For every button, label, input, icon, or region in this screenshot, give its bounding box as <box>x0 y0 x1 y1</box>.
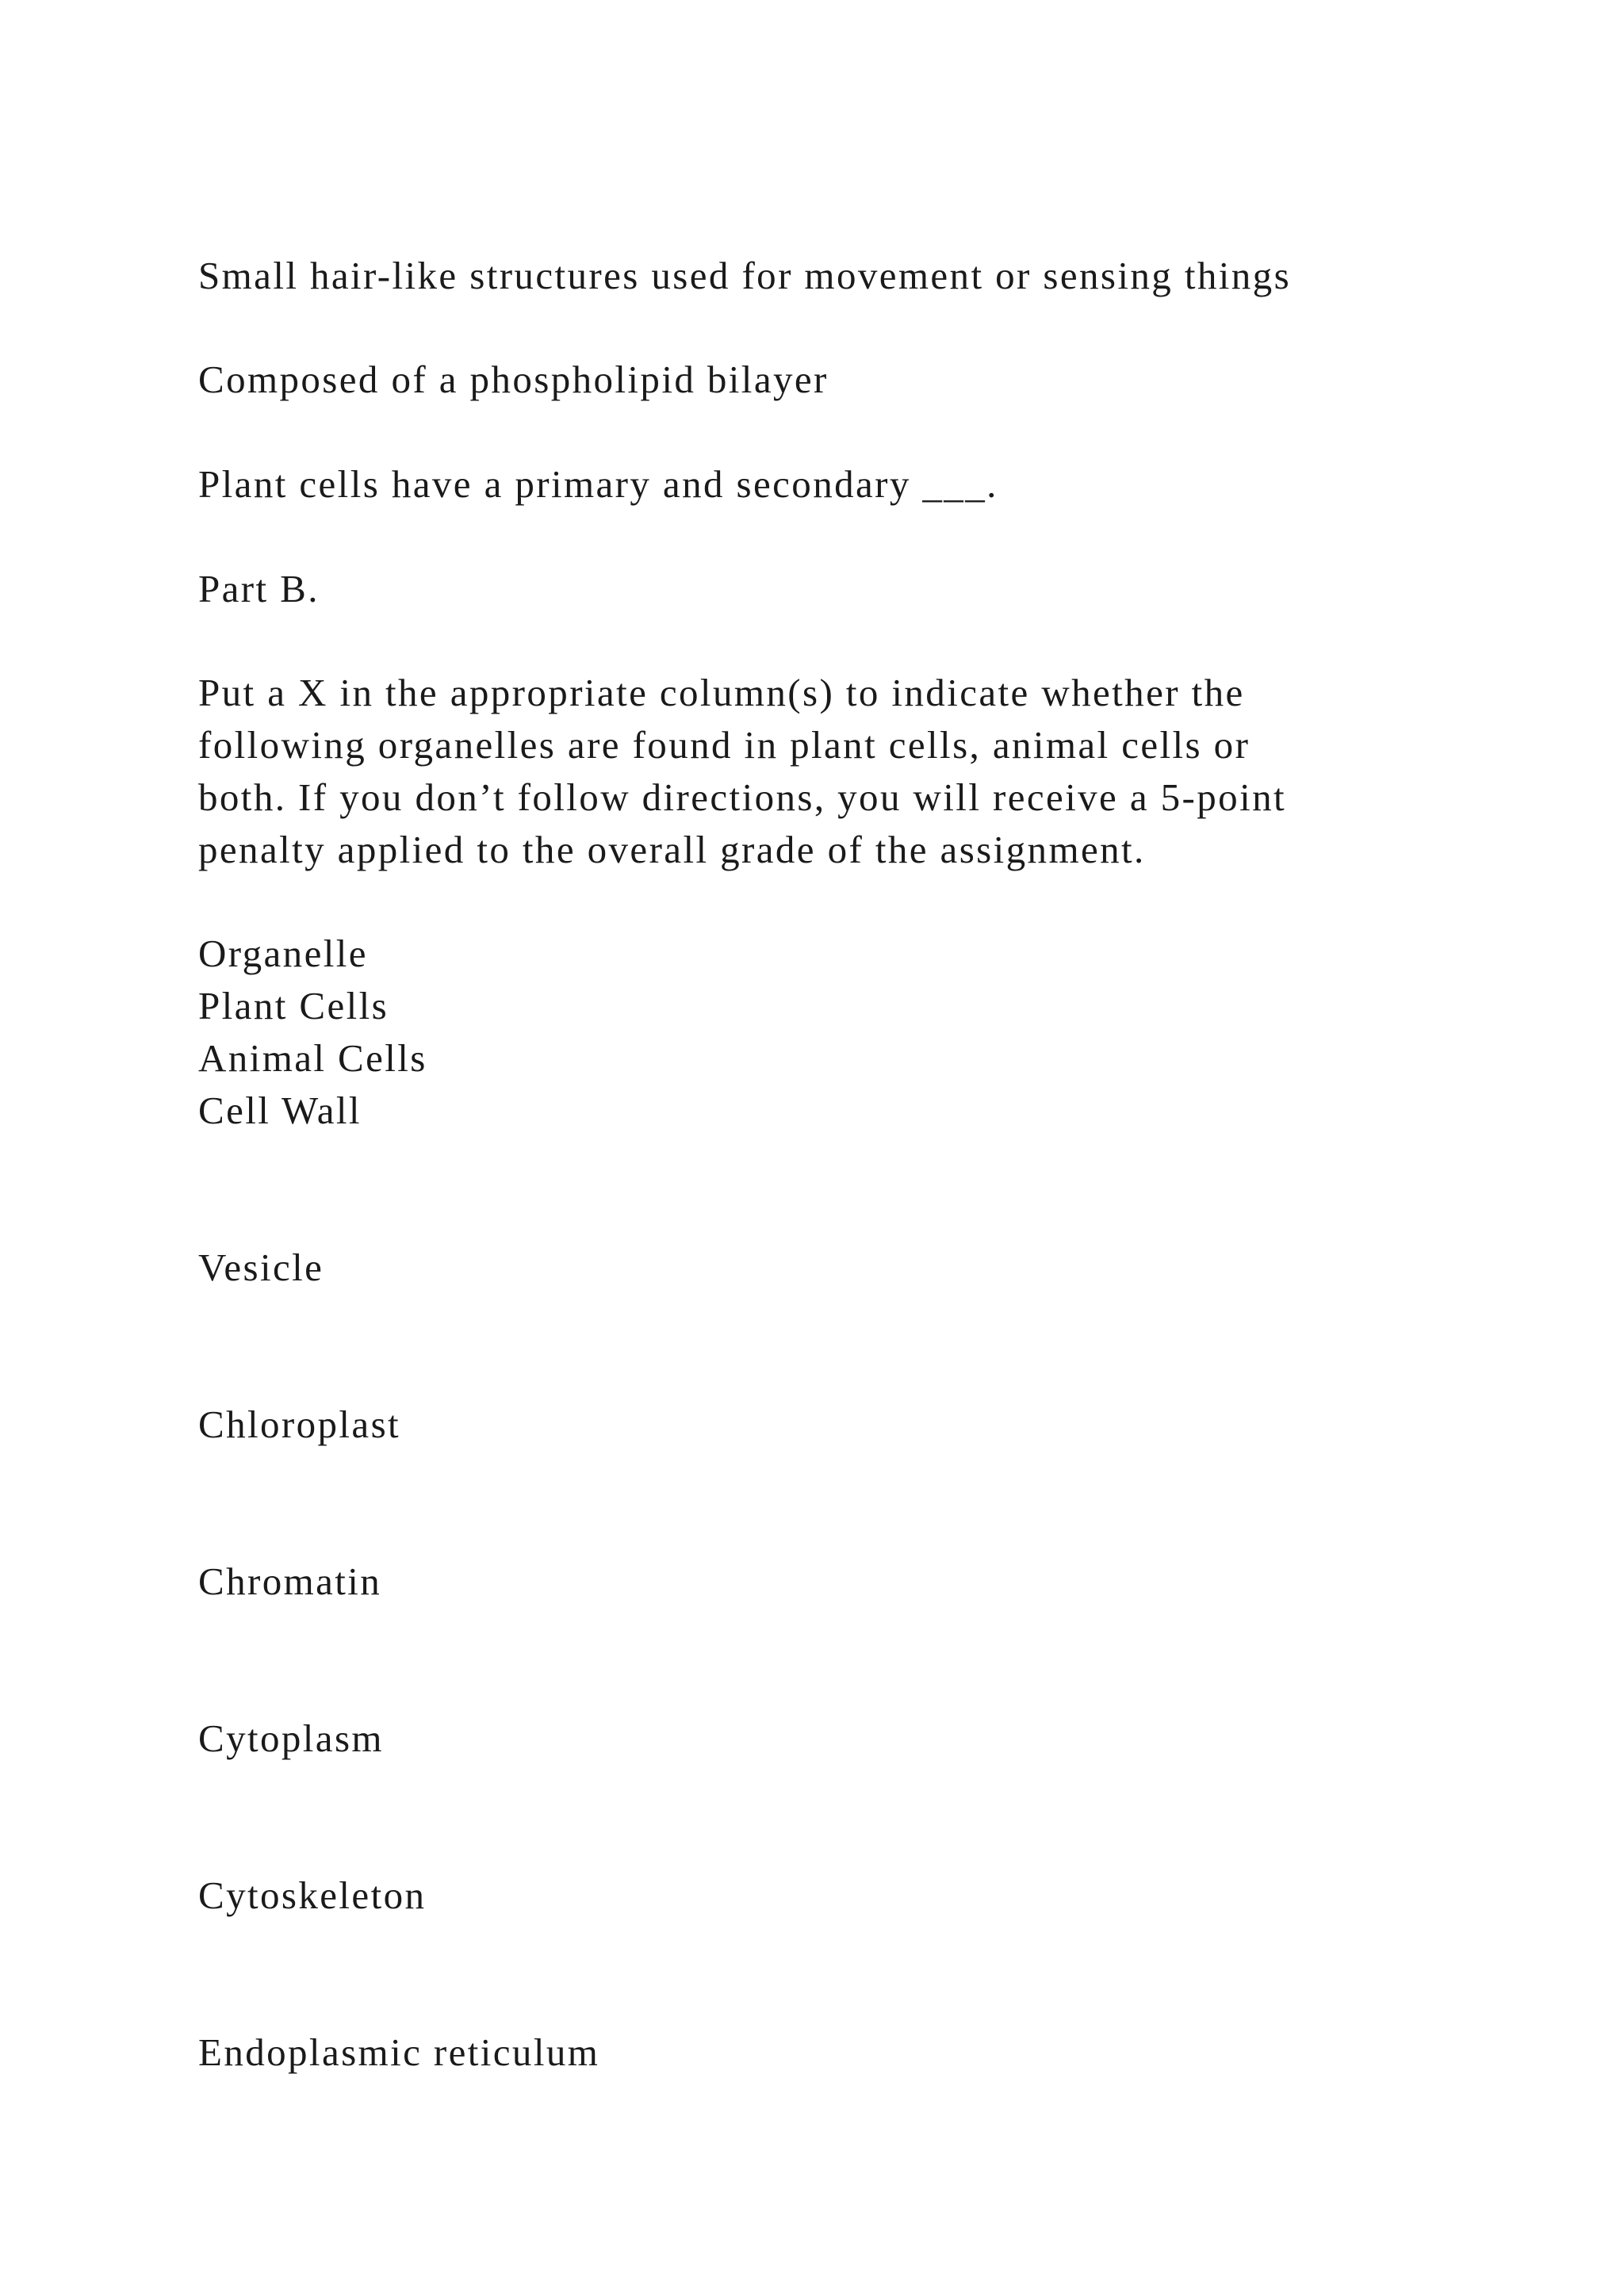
instructions-line: penalty applied to the overall grade of the assignment. <box>198 828 1146 871</box>
organelle-cytoskeleton: Cytoskeleton <box>198 1873 427 1917</box>
instructions-line: Put a X in the appropriate column(s) to indicate whether the <box>198 671 1245 714</box>
organelle-chromatin: Chromatin <box>198 1559 382 1603</box>
instructions-line: both. If you don’t follow directions, you will receive a 5-point <box>198 775 1286 819</box>
organelle-cell-wall: Cell Wall <box>198 1089 362 1132</box>
question-membrane: Composed of a phospholipid bilayer <box>198 358 829 401</box>
organelle-chloroplast: Chloroplast <box>198 1402 401 1446</box>
column-header-organelle: Organelle <box>198 932 368 975</box>
question-cell-wall: Plant cells have a primary and secondary ___. <box>198 462 998 506</box>
part-b-heading: Part B. <box>198 567 320 610</box>
part-b-instructions <box>198 667 1286 876</box>
instructions-line: following organelles are found in plant cells, animal cells or <box>198 723 1251 767</box>
column-header-plant-cells: Plant Cells <box>198 984 389 1027</box>
organelle-cytoplasm: Cytoplasm <box>198 1716 384 1760</box>
column-header-animal-cells: Animal Cells <box>198 1036 427 1080</box>
organelle-endoplasmic-reticulum: Endoplasmic reticulum <box>198 2030 600 2074</box>
question-cilia: Small hair-like structures used for movement or sensing things <box>198 254 1292 297</box>
organelle-vesicle: Vesicle <box>198 1246 324 1289</box>
